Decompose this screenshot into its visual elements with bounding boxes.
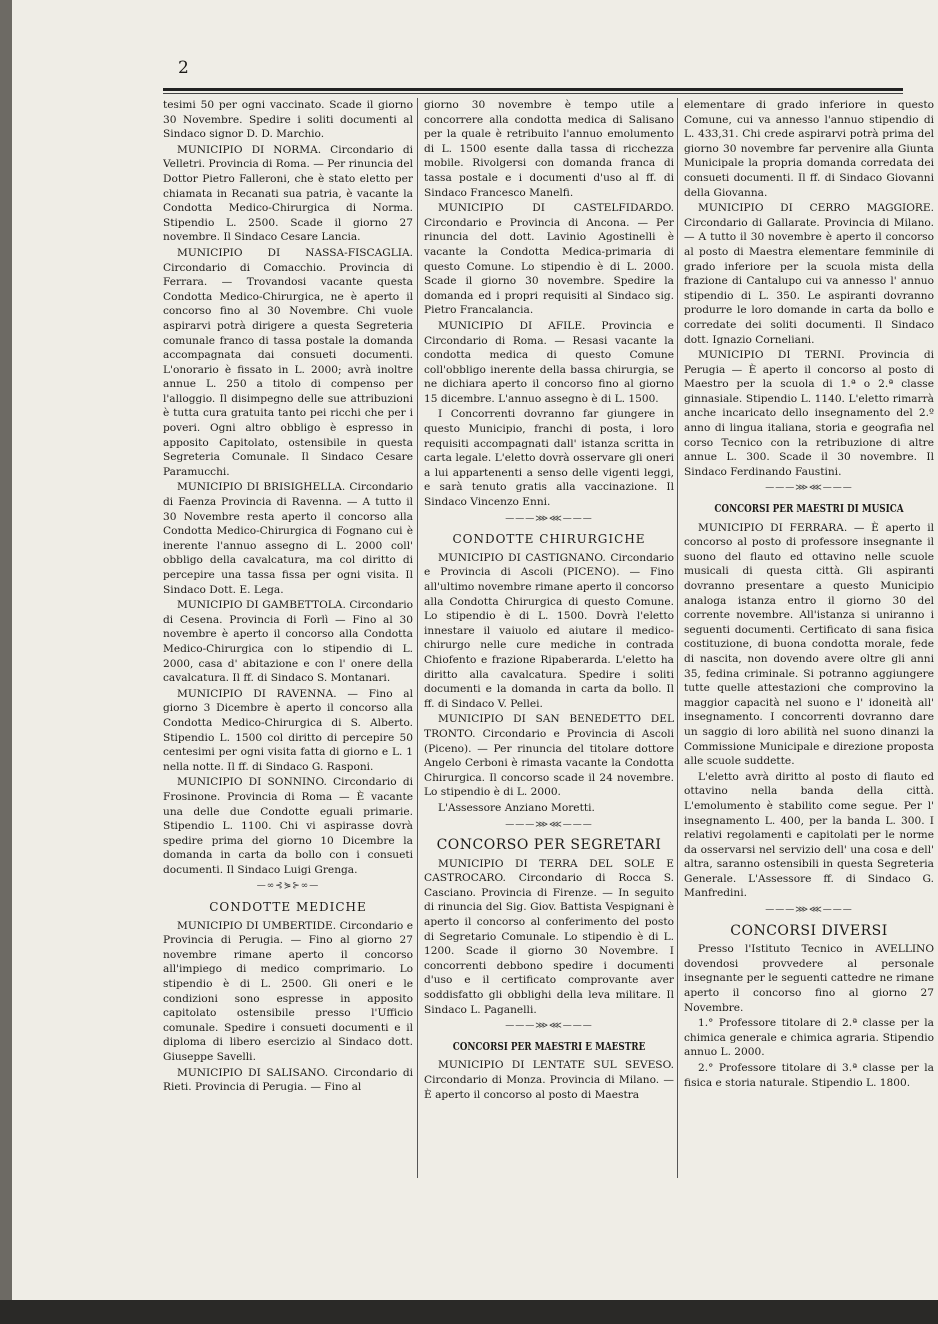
notice-paragraph: MUNICIPIO DI CERRO MAGGIORE. Circondario di Gallarate. Provincia di Milano. — A tutto il 30 novembre è aperto il concorso al posto di Maestra elementare femminile di grado inferiore per la scuola mista della frazione di Cantalupo cui va annesso l' annuo stipendio di L. 350. Le aspiranti dovranno produrre le loro domande in carta da bollo e corredate dei soliti documenti. Il Sindaco dott. Ignazio Corneliani. <box>684 202 934 346</box>
notice-paragraph: I Concorrenti dovranno far giungere in questo Municipio, franchi di posta, i loro requisiti accompagnati dall' istanza scritta in carta legale. L'eletto dovrà osservare gli oneri a lui appartenenti a senso delle vigenti leggi, e sarà tenuto gratis alla vaccinazione. Il Sindaco Vincenzo Enni. <box>424 408 674 509</box>
section-heading: CONCORSI PER MAESTRI E MAESTRE <box>452 1039 646 1053</box>
column-2 <box>424 98 674 1178</box>
section-heading: CONCORSI PER MAESTRI DI MUSICA <box>714 502 904 516</box>
notice-paragraph: MUNICIPIO DI TERNI. Provincia di Perugia — È aperto il concorso al posto di Maestro per la scuola di 1.ª o 2.ª classe ginnasiale. Stipendio L. 1140. L'eletto rimarrà anche incaricato dello insegnamento del 2.º anno di lingua italiana, storia e geografia nel corso Tecnico con la retribuzione di altre annue L. 300. Scade il 30 novembre. Il Sindaco Ferdinando Faustini. <box>684 349 934 478</box>
notice-paragraph: MUNICIPIO DI CASTIGNANO. Circondario e Provincia di Ascoli (PICENO). — Fino all'ultimo novembre rimane aperto il concorso alla Condotta Chirurgica di questo Comune. Lo stipendio è di L. 1500. Dovrà l'eletto innestare il vaiuolo ed aiutare il medico-chirurgo nelle cure mediche in contrada Chiofento e frazione Ripaberarda. L'eletto ha diritto alla cavalcatura. Spedire i soliti documenti e la domanda in carta da bollo. Il ff. di Sindaco V. Pellei. <box>424 551 674 710</box>
notice-paragraph: MUNICIPIO DI UMBERTIDE. Circondario e Provincia di Perugia. — Fino al giorno 27 novembre rimane aperto il concorso all'impiego di medico comprimario. Lo stipendio è di L. 2500. Gli oneri e le condizioni sono espresse in apposito capitolato ostensibile presso l'Ufficio comunale. Spedire i consueti documenti e il diploma di libero esercizio al Sindaco dott. Giuseppe Savelli. <box>163 919 413 1063</box>
notice-paragraph: MUNICIPIO DI SONNINO. Circondario di Frosinone. Provincia di Roma — È vacante una delle due Condotte eguali primarie. Stipendio L. 1100. Chi vi aspirasse dovrà spedire prima del giorno 10 Dicembre la domanda in carta da bollo con i consueti documenti. Il Sindaco Luigi Grenga. <box>163 776 413 876</box>
notice-paragraph: 1.° Professore titolare di 2.ª classe per la chimica generale e chimica agraria. Stipendio annuo L. 2000. <box>684 1017 934 1059</box>
notice-paragraph: MUNICIPIO DI SAN BENEDETTO DEL TRONTO. Circondario e Provincia di Ascoli (Piceno). — Per rinuncia del titolare dottore Angelo Cerboni è rimasta vacante la Condotta Chirurgica. Il concorso scade il 24 novembre. Lo stipendio è di L. 2000. <box>424 713 674 799</box>
notice-paragraph: MUNICIPIO DI CASTELFIDARDO. Circondario e Provincia di Ancona. — Per rinuncia del dott. Lavinio Agostinelli è vacante la Condotta Medica-primaria di questo Comune. Lo stipendio è di L. 2000. Scade il giorno 30 novembre. Spedire la domanda ed i propri requisiti al Sindaco sig. Pietro Francalancia. <box>424 202 674 317</box>
header-rule <box>163 88 903 91</box>
scan-edge <box>0 0 12 1324</box>
notice-paragraph: L'Assessore Anziano Moretti. <box>438 801 595 814</box>
ornament-divider: ———⋙⋘——— <box>505 819 593 830</box>
ornament-divider: ———⋙⋘——— <box>505 513 593 524</box>
section-heading: CONCORSO PER SEGRETARI <box>436 837 662 854</box>
notice-paragraph: MUNICIPIO DI GAMBETTOLA. Circondario di Cesena. Provincia di Forlì — Fino al 30 novembre è aperto il concorso alla Condotta Medico-Chirurgica con lo stipendio di L. 2000, casa d' abitazione e con l' onere della cavalcatura. Il ff. di Sindaco S. Montanari. <box>163 599 413 685</box>
notice-paragraph: MUNICIPIO DI NASSA-FISCAGLIA. Circondario di Comacchio. Provincia di Ferrara. — Trovandosi vacante questa Condotta Medico-Chirurgica, ne è aperto il concorso fino al 30 Novembre. Chi vuole aspirarvi potrà dirigere a questa Segreteria comunale franco di tassa postale la domanda accompagnata dai consueti documenti. L'onorario è fissato in L. 2000; avrà inoltre annue L. 250 a titolo di compenso per l'alloggio. Il disimpegno delle sue attribuzioni è tutta cura gratuita tanto pei ricchi che per i poveri. Ogni altro obbligo è espresso in apposito Capitolato, ostensibile in questa Segreteria Comunale. Il Sindaco Cesare Paramucchi. <box>163 246 413 478</box>
column-divider <box>677 98 678 1178</box>
notice-paragraph: MUNICIPIO DI BRISIGHELLA. Circondario di Faenza Provincia di Ravenna. — A tutto il 30 Novembre resta aperto il concorso alla Condotta Medico-Chirurgica di Fognano cui è inerente l'annuo assegno di L. 2000 coll' obbligo della cavalcatura, ma col diritto di percepire una tassa fissa per ogni visita. Il Sindaco Dott. E. Lega. <box>163 481 413 596</box>
scan-bottom-edge <box>0 1300 938 1324</box>
column-divider <box>417 98 418 1178</box>
section-heading: CONCORSI DIVERSI <box>730 922 888 939</box>
ornament-divider: ———⋙⋘——— <box>765 905 853 916</box>
notice-paragraph: MUNICIPIO DI TERRA DEL SOLE E CASTROCARO. Circondario di Rocca S. Casciano. Provincia di Firenze. — In seguito di rinuncia del Sig. Giov. Battista Vespignani è aperto il concorso al conferimento del posto di Segretario Comunale. Lo stipendio è di L. 1200. Scade il giorno 30 Novembre. I concorrenti debbono spedire i documenti d'uso e il certificato comprovante aver soddisfatto gli obblighi della leva militare. Il Sindaco L. Paganelli. <box>424 857 674 1016</box>
notice-paragraph: L'eletto avrà diritto al posto di flauto ed ottavino nella banda della città. L'emolumento è stabilito come segue. Per l' insegnamento L. 400, per la banda L. 300. I relativi regolamenti e capitolati per le norme da osservarsi nel servizio dell' una cosa e dell' altra, saranno ostensibili in questa Segreteria Generale. L'Assessore ff. di Sindaco G. Manfredini. <box>684 770 934 900</box>
header-rule-thin <box>163 93 903 94</box>
ornament-divider: ———⋙⋘——— <box>765 483 853 494</box>
notice-paragraph: MUNICIPIO DI FERRARA. — È aperto il concorso al posto di professore insegnante il suono del flauto ed ottavino nelle scuole musicali di questa città. Gli aspiranti dovranno presentare a questo Municipio analoga istanza entro il giorno 30 del corrente novembre. All'istanza si uniranno i seguenti documenti. Certificato di sana fisica costituzione, di buona condotta morale, fede di nascita, non dovendo avere oltre gli anni 35, fedina criminale. Si potranno aggiungere tutte quelle attestazioni che comprovino la maggior capacità nel suono e l' idoneità all' insegnamento. I concorrenti dovranno dare un saggio di loro abilità nel suono dinanzi la Commissione Municipale e direzione proposta alle scuole suddette. <box>684 521 934 768</box>
notice-paragraph: 2.° Professore titolare di 3.ª classe per la fisica e storia naturale. Stipendio L. 1800. <box>684 1062 934 1089</box>
ornament-divider: ———⋙⋘——— <box>505 1021 593 1032</box>
ornament-divider: —∞⊰⋟⊱∞— <box>256 881 320 892</box>
notice-paragraph: Presso l'Istituto Tecnico in AVELLINO dovendosi provvedere al personale insegnante per le seguenti cattedre ne rimane aperto il concorso fino al giorno 27 Novembre. <box>684 943 934 1014</box>
notice-paragraph: MUNICIPIO DI NORMA. Circondario di Velletri. Provincia di Roma. — Per rinuncia del Dottor Pietro Falleroni, che è stato eletto per chiamata in Recanati sua patria, è vacante la Condotta Medico-Chirurgica di Norma. Stipendio L. 2500. Scade il giorno 27 novembre. Il Sindaco Cesare Lancia. <box>163 143 413 244</box>
section-heading: CONDOTTE CHIRURGICHE <box>452 532 646 547</box>
notice-paragraph: elementare di grado inferiore in questo Comune, cui va annesso l'annuo stipendio di L. 433,31. Chi crede aspirarvi potrà prima del giorno 30 novembre far pervenire alla Giunta Municipale la propria domanda corredata dei consueti documenti. Il ff. di Sindaco Giovanni della Giovanna. <box>684 99 934 199</box>
page-number: 2 <box>178 58 189 78</box>
column-1 <box>163 98 413 1178</box>
section-heading: CONDOTTE MEDICHE <box>209 900 367 915</box>
notice-paragraph: giorno 30 novembre è tempo utile a concorrere alla condotta medica di Salisano per la quale è retribuito l'annuo emolumento di L. 1500 esente dalla tassa di ricchezza mobile. Rivolgersi con domanda franca di tassa postale e i documenti d'uso al ff. di Sindaco Francesco Manelfi. <box>424 99 674 199</box>
notice-paragraph: MUNICIPIO DI LENTATE SUL SEVESO. Circondario di Monza. Provincia di Milano. — È aperto il concorso al posto di Maestra <box>424 1059 674 1101</box>
notice-paragraph: MUNICIPIO DI SALISANO. Circondario di Rieti. Provincia di Perugia. — Fino al <box>163 1066 413 1094</box>
notice-paragraph: MUNICIPIO DI RAVENNA. — Fino al giorno 3 Dicembre è aperto il concorso alla Condotta Medico-Chirurgica di S. Alberto. Stipendio L. 1500 col diritto di percepire 50 centesimi per ogni visita fatta di giorno e L. 1 nella notte. Il ff. di Sindaco G. Rasponi. <box>163 687 413 773</box>
column-3 <box>684 98 934 1178</box>
notice-paragraph: tesimi 50 per ogni vaccinato. Scade il giorno 30 Novembre. Spedire i soliti documenti al Sindaco signor D. D. Marchio. <box>163 99 413 141</box>
notice-paragraph: MUNICIPIO DI AFILE. Provincia e Circondario di Roma. — Resasi vacante la condotta medica di questo Comune coll'obbligo inerente della bassa chirurgia, se ne dichiara aperto il concorso fino al giorno 15 dicembre. L'annuo assegno è di L. 1500. <box>424 319 674 405</box>
